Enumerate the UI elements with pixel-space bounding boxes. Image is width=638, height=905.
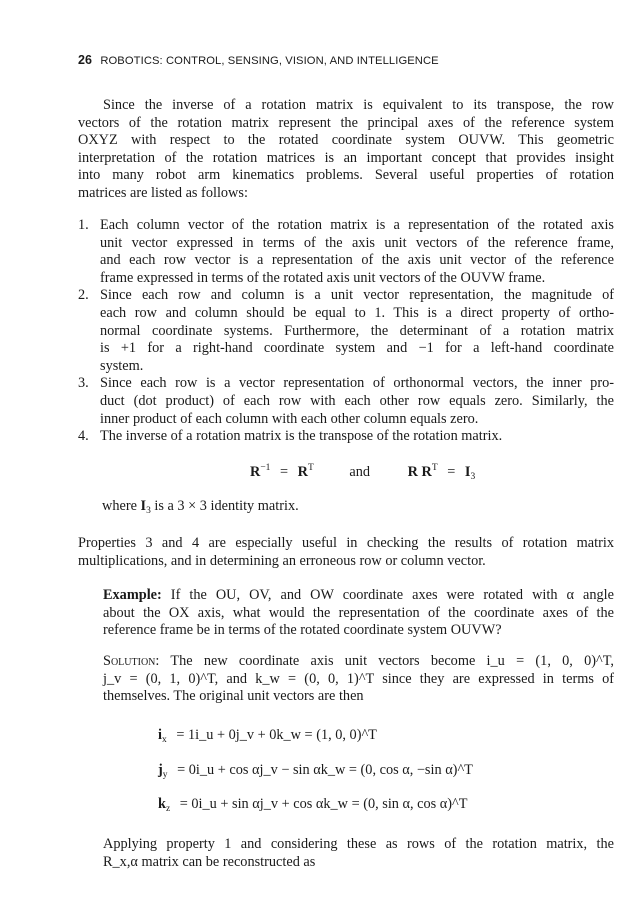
superscript: −1 (260, 463, 271, 473)
page-number: 26 (78, 53, 93, 67)
text-line: Applying property 1 and considering these as rows of the rotation matrix, the (103, 836, 614, 852)
symbol-rr: R R (407, 464, 432, 480)
properties-list (78, 217, 614, 446)
symbol-i: I (140, 498, 147, 514)
running-header (78, 53, 598, 67)
text-line: multiplications, and in determining an erroneous row or column vector. (78, 552, 486, 569)
text-line: R_x,α matrix can be reconstructed as (103, 853, 316, 870)
running-title: ROBOTICS: CONTROL, SENSING, VISION, AND INTELLIGENCE (100, 55, 439, 67)
symbol: j (158, 762, 163, 778)
text-line: interpretation of the rotation matrices is an important concept that provides insight (78, 149, 614, 166)
list-item (78, 217, 614, 287)
text-line: The inverse of a rotation matrix is the transpose of the rotation matrix. (100, 428, 503, 445)
text-line: themselves. The original unit vectors are then (103, 688, 364, 705)
text-line: Since each row is a vector representation of orthonormal vectors, the inner pro- (100, 375, 614, 392)
symbol: i (158, 727, 162, 743)
text-line: vectors of the rotation matrix represent the principal axes of the reference system (78, 114, 614, 131)
equation-rhs: = 0i_u + sin αj_v + cos αk_w = (0, sin α, cos α)^T (179, 796, 468, 812)
text-line: and each row vector is a representation of the axis unit vector of the reference (100, 252, 614, 269)
symbol-r: R (250, 464, 261, 480)
list-item (78, 375, 614, 428)
solution-block (103, 653, 614, 706)
list-item (78, 287, 614, 375)
paragraph-properties-note (78, 535, 614, 570)
paragraph-reconstruct (103, 836, 614, 871)
where-line (102, 498, 299, 515)
text-line: Since the inverse of a rotation matrix is equivalent to its transpose, the row (103, 97, 614, 113)
example-block (103, 587, 614, 640)
subscript: y (162, 770, 168, 780)
example-label: Example: (103, 587, 162, 603)
text-line: OXYZ with respect to the rotated coordinate system OUVW. This geometric (78, 132, 614, 149)
text-line: into many robot arm kinematics problems. Several useful properties of rotation (78, 167, 614, 184)
text-fragment: where (102, 498, 141, 514)
text-line: Each column vector of the rotation matrix is a representation of the rotated axis (100, 217, 614, 233)
conjunction: and (349, 464, 371, 480)
list-number: 4. (78, 428, 89, 445)
text-line: duct (dot product) of each row with each other row equals zero. Similarly, the (100, 392, 614, 409)
text-line: about the OX axis, what would the representation of the coordinate axes of the (103, 604, 614, 621)
text-line: is +1 for a right-hand coordinate system and −1 for a left-hand coordinate (100, 340, 614, 357)
paragraph-intro (78, 97, 614, 203)
list-number: 2. (78, 287, 89, 304)
equation-rhs: = 0i_u + cos αj_v − sin αk_w = (0, cos α, −sin α)^T (177, 762, 473, 778)
symbol-i: I (464, 464, 471, 480)
equation-jy (158, 762, 473, 779)
symbol: k (158, 796, 166, 812)
text-line: Properties 3 and 4 are especially useful in checking the results of rotation matrix (78, 535, 614, 551)
subscript: z (165, 804, 171, 814)
subscript: 3 (146, 506, 151, 516)
text-line: j_v = (0, 1, 0)^T, and k_w = (0, 0, 1)^T since they are expressed in terms of (103, 670, 614, 687)
subscript: 3 (470, 472, 476, 482)
text-line: each row and column should be equal to 1. This is a direct property of ortho- (100, 304, 614, 321)
equation-ix (158, 727, 377, 744)
text-line: frame expressed in terms of the rotated axis unit vectors of the OUVW frame. (100, 269, 546, 286)
text-line: Since each row and column is a unit vector representation, the magnitude of (100, 287, 614, 304)
text-line: system. (100, 357, 144, 374)
solution-label: Solution: (103, 653, 160, 669)
superscript: T (431, 463, 438, 473)
equation-inverse-transpose (250, 464, 475, 481)
text-line: reference frame be in terms of the rotated coordinate system OUVW? (103, 622, 502, 639)
equation-kz (158, 796, 467, 813)
equals-sign: = (280, 464, 289, 480)
text-fragment: is a 3 × 3 identity matrix. (150, 498, 299, 514)
equation-rhs: = 1i_u + 0j_v + 0k_w = (1, 0, 0)^T (176, 727, 377, 743)
list-number: 3. (78, 375, 89, 392)
text-line: inner product of each column with each other column equals zero. (100, 410, 479, 427)
text-line: unit vector expressed in terms of the axis unit vectors of the reference frame, (100, 234, 614, 251)
text-line: normal coordinate systems. Furthermore, the determinant of a rotation matrix (100, 322, 614, 339)
text-line: If the OU, OV, and OW coordinate axes were rotated with α angle (161, 587, 614, 603)
superscript: T (308, 463, 314, 473)
equals-sign: = (447, 464, 456, 480)
text-line: The new coordinate axis unit vectors become i_u = (1, 0, 0)^T, (159, 653, 614, 669)
text-line: matrices are listed as follows: (78, 184, 248, 201)
symbol-r: R (297, 464, 308, 480)
subscript: x (161, 735, 167, 745)
list-number: 1. (78, 217, 89, 233)
list-item (78, 428, 614, 446)
